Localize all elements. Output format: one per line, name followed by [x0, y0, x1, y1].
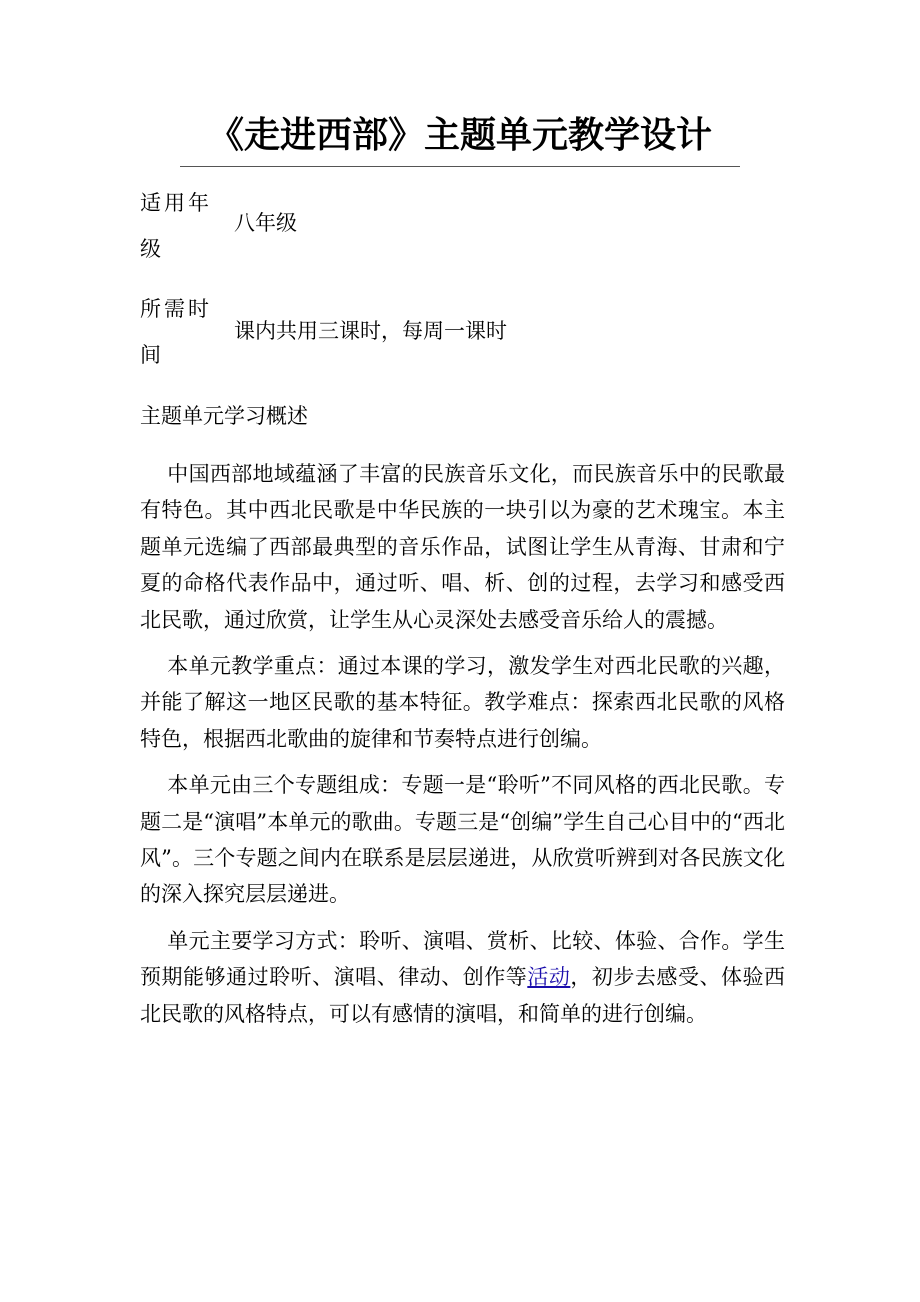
paragraph-text-after-link: ，初步去感受、体验西北民歌的风格特点，可以有感情的演唱，和简单的进行创编。	[140, 965, 786, 1026]
title-underline	[180, 166, 740, 167]
section-heading: 主题单元学习概述	[140, 404, 308, 428]
meta-label-grade: 适用年级	[140, 191, 212, 261]
document-title: 《走进西部》主题单元教学设计	[207, 115, 712, 156]
paragraph-structure: 本单元由三个专题组成：专题一是“聆听”不同风格的西北民歌。专题二是“演唱”本单元的歌曲。专题三是“创编”学生自己心目中的“西北风”。三个专题之间内在联系是层层递进，从欣赏听辨到对各民族文化的深入探究层层递进。	[140, 773, 785, 907]
paragraph-key-points: 本单元教学重点：通过本课的学习，激发学生对西北民歌的兴趣，并能了解这一地区民歌的基本特征。教学难点：探索西北民歌的风格特色，根据西北歌曲的旋律和节奏特点进行创编。	[140, 654, 785, 751]
paragraph-text-before-link: 单元主要学习方式：聆听、演唱、赏析、比较、体验、合作。学生预期能够通过聆听、演唱、律动、创作等	[140, 928, 785, 990]
paragraph-learning-methods	[140, 923, 785, 1032]
meta-value-duration: 课内共用三课时，每周一课时	[234, 319, 507, 343]
paragraph-overview: 中国西部地域蕴涵了丰富的民族音乐文化，而民族音乐中的民歌最有特色。其中西北民歌是中华民族的一块引以为豪的艺术瑰宝。本主题单元选编了西部最典型的音乐作品，试图让学生从青海、甘肃和宁夏的命格代表作品中，通过听、唱、析、创的过程，去学习和感受西北民歌，通过欣赏，让学生从心灵深处去感受音乐给人的震撼。	[140, 462, 785, 632]
activity-link[interactable]: 活动	[527, 965, 571, 990]
meta-label-duration: 所需时间	[140, 297, 212, 367]
document-body	[140, 456, 785, 1042]
meta-value-grade: 八年级	[234, 211, 297, 235]
